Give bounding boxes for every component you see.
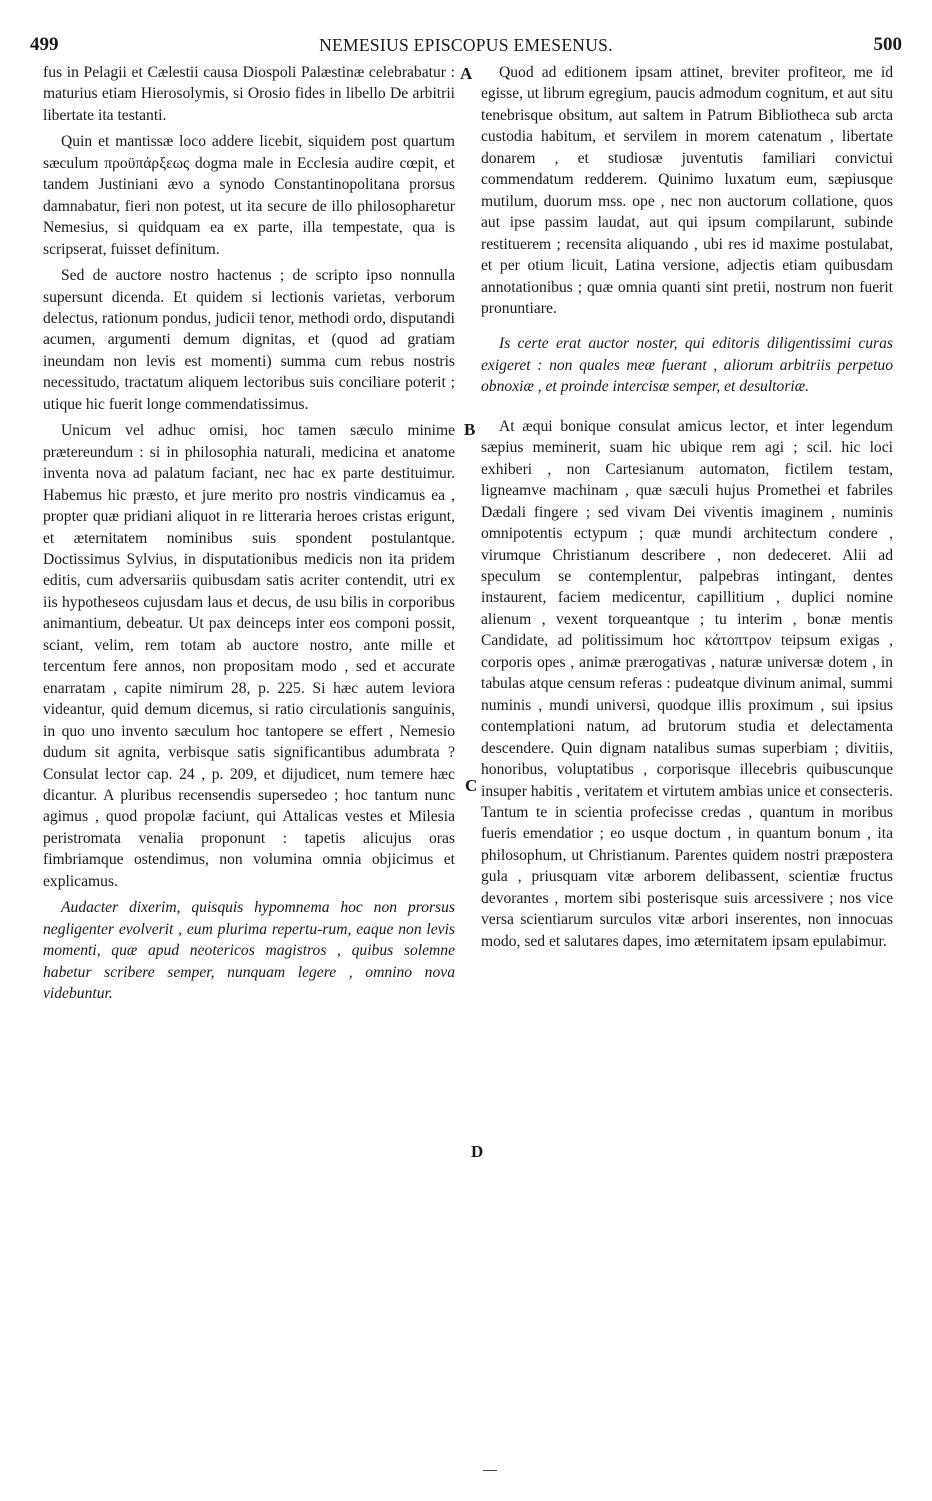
page-number-left: 499 [30, 34, 59, 55]
left-column [43, 62, 455, 1009]
running-header [30, 34, 902, 60]
paragraph: Sed de auctore nostro hactenus ; de scripto ipso nonnulla supersunt dicenda. Et quidem si lectionis varietas, verborum delectus, rationum pondus, judicii tenor, methodi ordo, disputandi acumen, argumenti demum dignitas, et (quod ad gratiam ineundam non levis est momenti) summa cum rebus nostris necessitudo, tractatum aliquem lectoribus suis conciliare poterit ; utique hic fuerit longe commendatissimus. [43, 267, 455, 413]
footer-rule [483, 1470, 497, 1471]
paragraph: fus in Pelagii et Cælestii causa Diospoli Palæstinæ celebrabatur : maturius etiam Hierosolymis, si Orosio fides in libello De arbitrii libertate ita testanti. [43, 64, 455, 124]
margin-marker-c: C [465, 776, 478, 795]
italic-paragraph: Is certe erat auctor noster, qui editoris diligentissimi curas exigeret : non quales meæ fuerant , aliorum arbitriis perpetuo obnoxiæ , et proinde intercisæ semper, et desultoriæ. [481, 335, 893, 396]
paragraph: At æqui bonique consulat amicus lector, et inter legendum sæpius meminerit, suam hic ubique rem agi ; scil. hic loci exhiberi , non Cartesianum automaton, fictilem testam, ligneamve machinam , quæ sæculi hujus Promethei et fabriles Dædali fingere ; sed vivam Dei viventis imaginem , numinis omnipotentis ectypum ; quæ mundi architectum condere , virumque Christianum describere , non dedeceret. Alii ad speculum se contemplentur, palpebras intingant, dentes instaurent, faciem medicentur, capillitium , duplici nomine alienum , vexent torqueantque ; tu interim , bonæ mentis Candidate, ad politissimum hoc κάτοπτρον teipsum exigas , corporis opes , animæ prærogativas , naturæ universæ dotem , in tabulas atque censum referas : pudeatque divinum animal, summi numinis , mundi universi, quodque illis proximum , sui ipsius contemplationi natum, ad brutorum studia et delectamenta descendere. Quin dignam natalibus sumas superbiam ; divitiis, honoribus, voluptatibus , corporisque illecebris quibuscunque insuper habitis , veritatem et virtutem ambias unice et consecteris. Tantum te in scientia profecisse credas , quantum in moribus fueris emendatior ; eo usque doctum , in quantum bonum , ita philosophum, ut Christianum. Parentes quidem nostri præpostera gula , priusquam vitæ arborem delibassent, scientiæ fructus devorantes , mortem sibi posterisque suis arcessivere ; nos vice versa scientiarum surculos vitæ arbori inserentes, non innocuas modo, sed et salutares dapes, imo æternitatem ipsam epulabimur. [481, 417, 893, 950]
paragraph: Quod ad editionem ipsam attinet, breviter profiteor, me id egisse, ut librum egregium, paucis admodum cognitum, et aut situ tenebrisque obsitum, aut saltem in Patrum Bibliotheca sub arcta custodia habitum, et servilem in morem catenatum , libertate donarem , et studiosæ juventutis familiari convictui commendatum redderem. Quinimo luxatum eum, sæpiusque mutilum, duorum mss. ope , nec non auctorum collatione, quos aut ipse passim laudat, aut qui ipsum compilarunt, subinde restituerem ; recensita aliquando , ubi res id maxime postulabat, et per otium licuit, Latina versione, adjectis etiam quibusdam annotationibus ; quæ omnia quanti sint pretii, nostrum non fuerit pronuntiare. [481, 64, 893, 317]
running-title: NEMESIUS EPISCOPUS EMESENUS. [319, 35, 613, 55]
right-column [481, 62, 893, 957]
margin-marker-b: B [464, 420, 476, 439]
page-number-right: 500 [873, 34, 902, 55]
margin-marker-d: D [471, 1142, 484, 1161]
paragraph: Unicum vel adhuc omisi, hoc tamen sæculo minime prætereundum : si in philosophia naturali, medicina et anatome inventa nova ad palatum faciant, nec hac ex parte destituimur. Habemus hic præsto, et jure merito pro nostris vindicamus ea , propter quæ pridiani aliquot in re litteraria heroes cristas erigunt, et æternitatem nominibus suis spondent postulantque. Doctissimus Sylvius, in disputationibus medicis non ita pridem editis, cum adversariis quibusdam satis acriter contendit, utri ex iis hypotheseos cujusdam laus et decus, de usu bilis in corporibus animantium, debeatur. Ut pax deinceps inter eos componi possit, sciant, velim, rem totam ab auctore nostro, ante mille et tercentum fere annos, non propositam modo , sed et accurate enarratam , capite nimirum 28, p. 225. Si hæc autem leviora videantur, quid demum dicemus, si ratio circulationis sanguinis, in quo uno invento sæculum hoc tantopere se effert , Nemesio dudum sit agnita, verbisque satis significantibus adumbrata ? Consulat lector cap. 24 , p. 209, et dijudicet, num temere hæc dicantur. A pluribus recensendis supersedeo ; hoc tantum nunc agimus , quod propolæ faciunt, qui Attalicas vestes et Milesia peristromata venalia proponunt : tapetis alicujus oras fimbriamque ostendimus, non volumina omnia objicimus et explicamus. [43, 422, 455, 890]
italic-paragraph: Audacter dixerim, quisquis hypomnema hoc non prorsus negligenter evolverit , eum plurima repertu-rum, eaque non levis momenti, quæ apud neotericos magistros , quibus solemne habetur scribere semper, nunquam legere , omnino nova videbuntur. [43, 899, 455, 1003]
paragraph: Quin et mantissæ loco addere licebit, siquidem post quartum sæculum προϋπάρξεως dogma male in Ecclesia audire cœpit, et tandem Justiniani ævo a synodo Constantinopolitana prorsus damnabatur, fieri non potest, ut ita secure de illo philosopharetur Nemesius, si quidquam ea ex parte, illa tempestate, qua is scripserat, fuisset definitum. [43, 133, 455, 258]
margin-marker-a: A [460, 64, 473, 83]
